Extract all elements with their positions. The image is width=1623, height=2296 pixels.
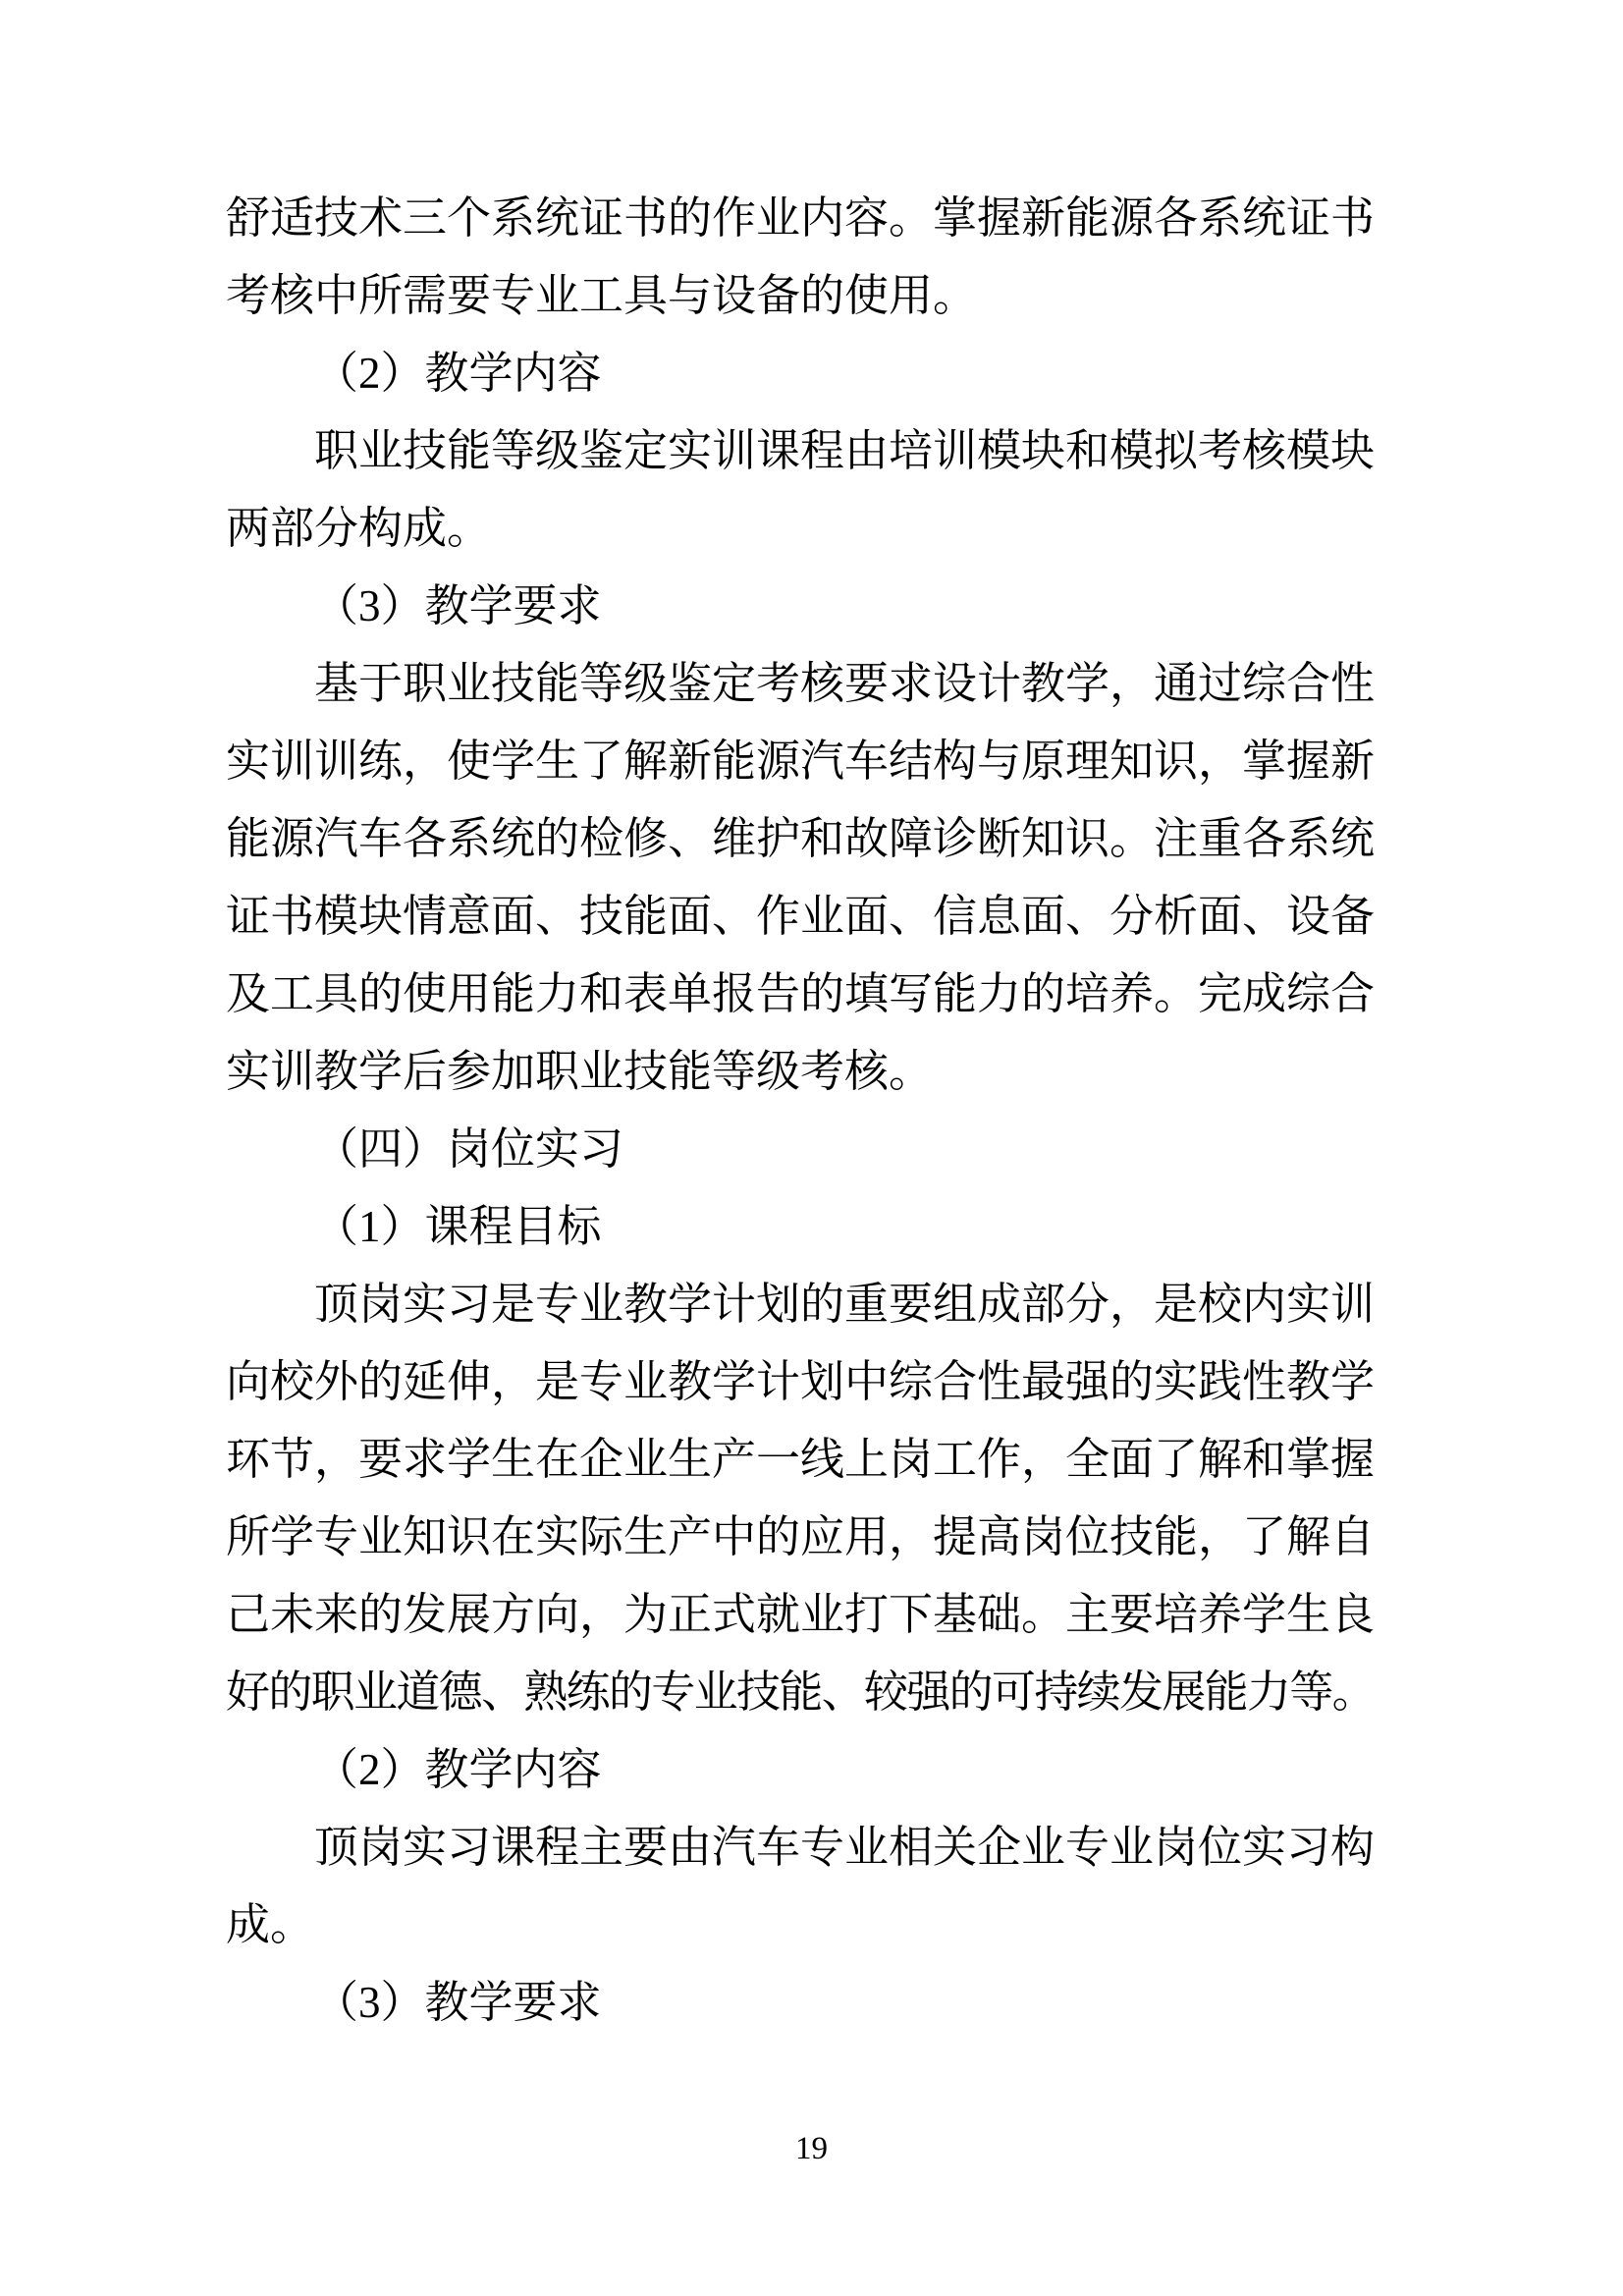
paragraph bbox=[226, 1111, 1375, 1188]
text-line: 及工具的使用能力和表单报告的填写能力的培养。完成综合 bbox=[226, 969, 1376, 1018]
text-line: 证书模块情意面、技能面、作业面、信息面、分析面、设备 bbox=[226, 892, 1376, 941]
text-line: 能源汽车各系统的检修、维护和故障诊断知识。注重各系统 bbox=[226, 814, 1376, 863]
document-content bbox=[226, 180, 1375, 2042]
text-line: （3）教学要求 bbox=[314, 1978, 602, 2027]
paragraph bbox=[226, 1731, 1375, 1809]
text-line: 成。 bbox=[226, 1900, 315, 1949]
text-line: （2）教学内容 bbox=[314, 349, 602, 398]
text-line: 所学专业知识在实际生产中的应用，提高岗位技能，了解自 bbox=[226, 1512, 1376, 1561]
paragraph bbox=[226, 645, 1375, 1111]
paragraph bbox=[226, 568, 1375, 645]
text-line: 好的职业道德、熟练的专业技能、较强的可持续发展能力等。 bbox=[226, 1667, 1376, 1717]
text-line: 己未来的发展方向，为正式就业打下基础。主要培养学生良 bbox=[226, 1590, 1376, 1639]
paragraph bbox=[226, 412, 1375, 568]
text-line: 舒适技术三个系统证书的作业内容。掌握新能源各系统证书 bbox=[226, 193, 1376, 243]
text-line: 环节，要求学生在企业生产一线上岗工作，全面了解和掌握 bbox=[226, 1435, 1376, 1484]
text-line: 顶岗实习课程主要由汽车专业相关企业专业岗位实习构 bbox=[314, 1823, 1376, 1872]
paragraph bbox=[226, 1809, 1375, 1964]
paragraph bbox=[226, 1964, 1375, 2042]
page-number: 19 bbox=[795, 2131, 828, 2166]
text-line: 职业技能等级鉴定实训课程由培训模块和模拟考核模块 bbox=[314, 426, 1376, 475]
text-line: 基于职业技能等级鉴定考核要求设计教学，通过综合性 bbox=[314, 659, 1376, 708]
text-line: 向校外的延伸，是专业教学计划中综合性最强的实践性教学 bbox=[226, 1357, 1376, 1406]
text-line: 实训教学后参加职业技能等级考核。 bbox=[226, 1047, 934, 1096]
text-line: 两部分构成。 bbox=[226, 504, 492, 553]
text-line: （1）课程目标 bbox=[314, 1202, 602, 1251]
paragraph bbox=[226, 1266, 1375, 1731]
text-line: 实训训练，使学生了解新能源汽车结构与原理知识，掌握新 bbox=[226, 737, 1376, 786]
paragraph bbox=[226, 1188, 1375, 1266]
paragraph bbox=[226, 180, 1375, 335]
text-line: （四）岗位实习 bbox=[314, 1124, 624, 1174]
paragraph bbox=[226, 335, 1375, 412]
text-line: 顶岗实习是专业教学计划的重要组成部分，是校内实训 bbox=[314, 1280, 1376, 1329]
page-footer bbox=[0, 2131, 1623, 2166]
text-line: （3）教学要求 bbox=[314, 581, 602, 630]
text-line: 考核中所需要专业工具与设备的使用。 bbox=[226, 271, 978, 320]
text-line: （2）教学内容 bbox=[314, 1745, 602, 1794]
